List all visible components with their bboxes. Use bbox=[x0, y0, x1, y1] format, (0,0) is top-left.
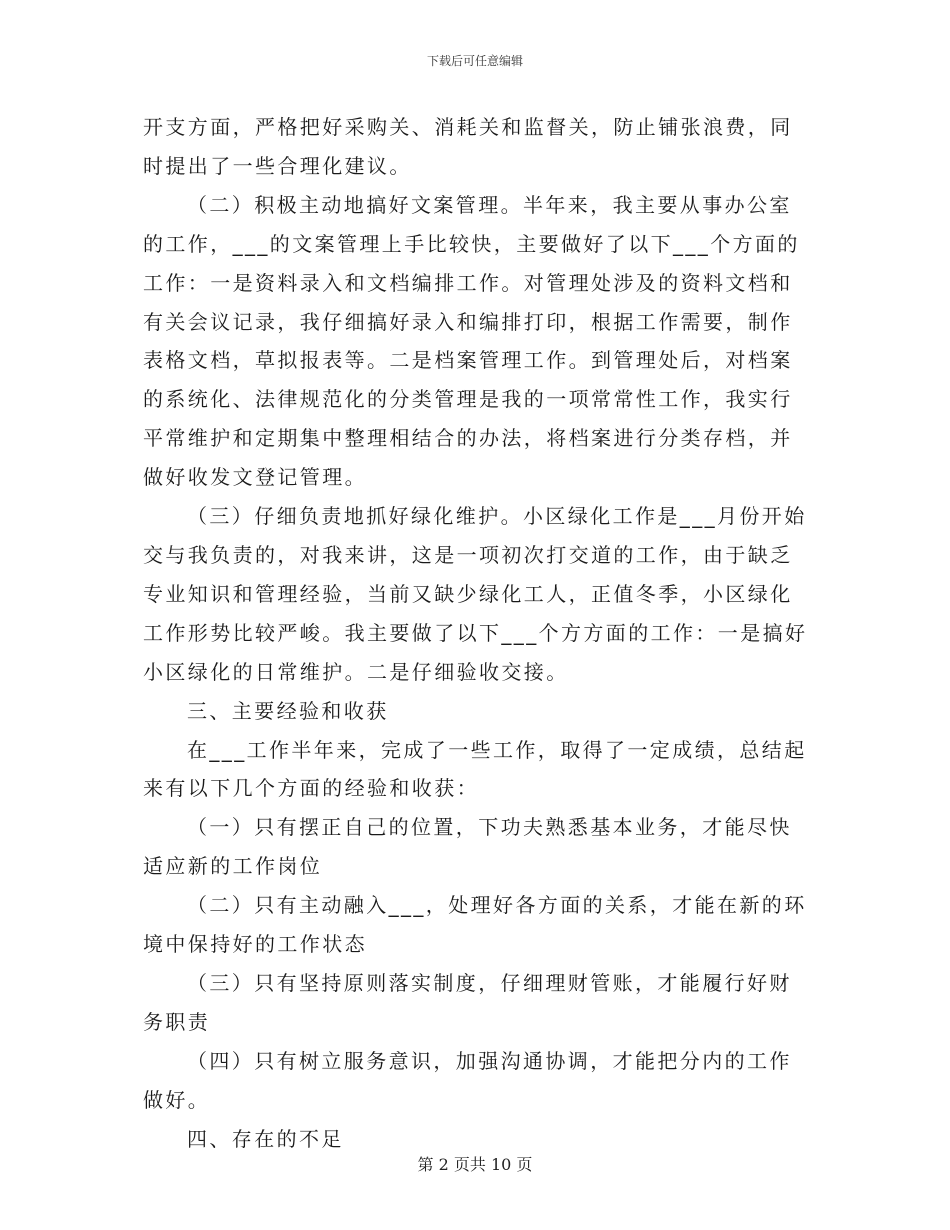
paragraph: （二）积极主动地搞好文案管理。半年来，我主要从事办公室的工作，___的文案管理上手比较快，主要做好了以下___个方面的工作：一是资料录入和文档编排工作。对管理处涉及的资料文档和有关会议记录，我仔细搞好录入和编排打印，根据工作需要，制作表格文档，草拟报表等。二是档案管理工作。到管理处后，对档案的系统化、法律规范化的分类管理是我的一项常常性工作，我实行平常维护和定期集中整理相结合的办法，将档案进行分类存档，并做好收发文登记管理。 bbox=[143, 192, 800, 490]
paragraph: （三）仔细负责地抓好绿化维护。小区绿化工作是___月份开始交与我负责的，对我来讲，这是一项初次打交道的工作，由于缺乏专业知识和管理经验，当前又缺少绿化工人，正值冬季，小区绿化工作形势比较严峻。我主要做了以下___个方方面的工作：一是搞好小区绿化的日常维护。二是仔细验收交接。 bbox=[143, 504, 808, 684]
list-item: （一）只有摆正自己的位置，下功夫熟悉基本业务，才能尽快适应新的工作岗位 bbox=[143, 815, 792, 879]
document-body bbox=[143, 108, 813, 1158]
page-number: 第 2 页共 10 页 bbox=[417, 1155, 533, 1174]
list-item: （二）只有主动融入___，处理好各方面的关系，才能在新的环境中保持好的工作状态 bbox=[143, 893, 807, 957]
section-heading: 四、存在的不足 bbox=[187, 1126, 344, 1151]
list-item: （三）只有坚持原则落实制度，仔细理财管账，才能履行好财务职责 bbox=[143, 970, 792, 1034]
paragraph: 开支方面，严格把好采购关、消耗关和监督关，防止铺张浪费，同时提出了一些合理化建议。 bbox=[143, 115, 793, 178]
section-heading: 三、主要经验和收获 bbox=[187, 698, 389, 723]
list-item: （四）只有树立服务意识，加强沟通协调，才能把分内的工作做好。 bbox=[143, 1048, 792, 1112]
page-header: 下载后可任意编辑 bbox=[426, 54, 523, 68]
paragraph: 在___工作半年来，完成了一些工作，取得了一定成绩，总结起来有以下几个方面的经验和收获： bbox=[143, 737, 807, 801]
